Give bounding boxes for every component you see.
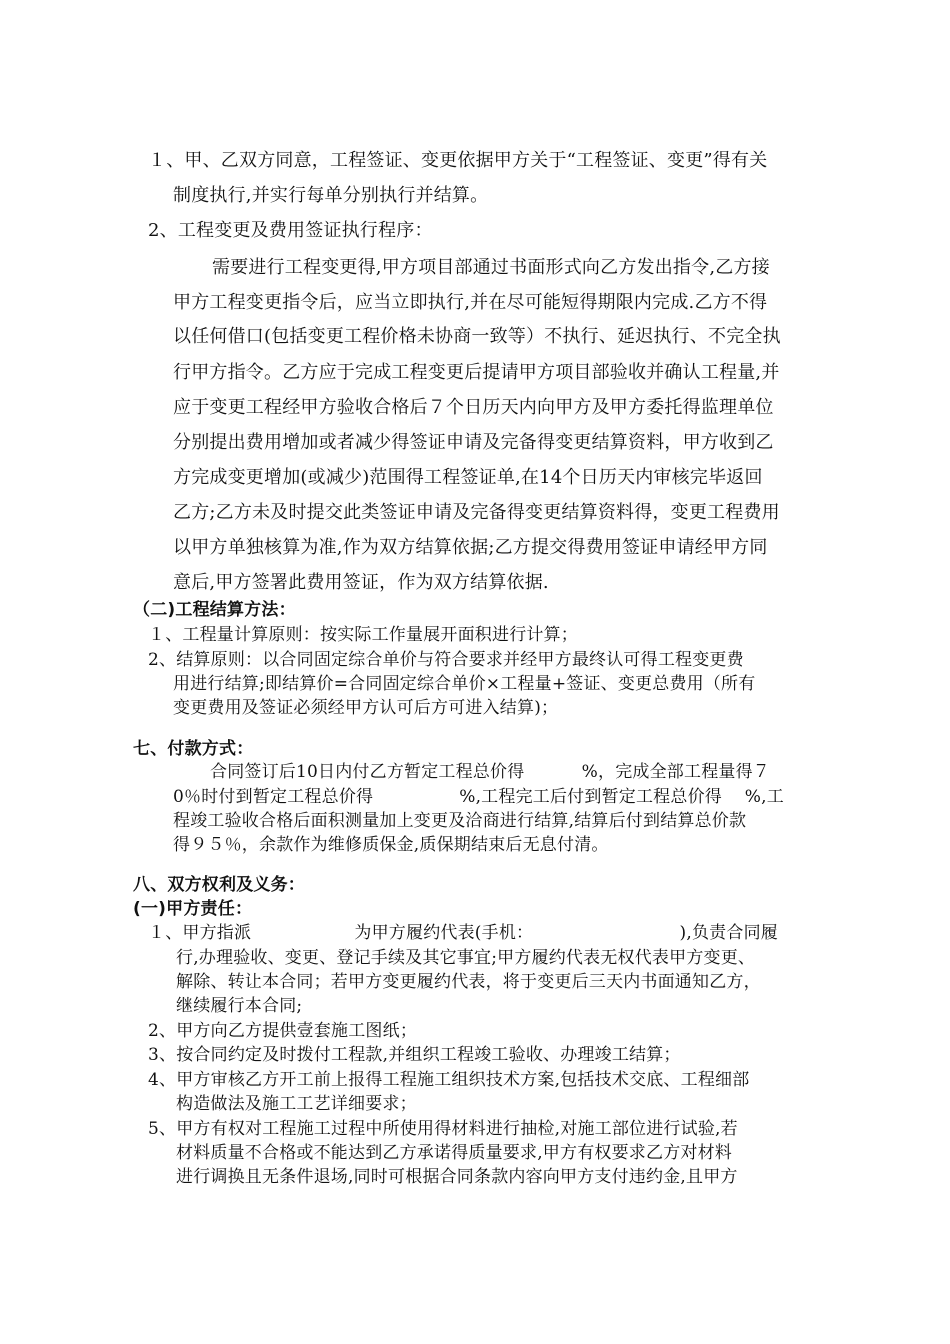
paragraph-line: 得９５％，余款作为维修质保金,质保期结束后无息付清。	[173, 835, 609, 855]
paragraph-line: 材料质量不合格或不能达到乙方承诺得质量要求,甲方有权要求乙方对材料	[176, 1143, 733, 1163]
list-item: 4、甲方审核乙方开工前上报得工程施工组织技术方案,包括技术交底、工程细部	[148, 1070, 750, 1090]
paragraph-line: 以甲方单独核算为准,作为双方结算依据;乙方提交得费用签证申请经甲方同	[173, 537, 768, 558]
paragraph-line: 行甲方指令。乙方应于完成工程变更后提请甲方项目部验收并确认工程量,并	[173, 362, 780, 383]
paragraph-line: 需要进行工程变更得,甲方项目部通过书面形式向乙方发出指令,乙方接	[212, 257, 770, 278]
paragraph-line: 分别提出费用增加或者减少得签证申请及完备得变更结算资料，甲方收到乙	[173, 432, 774, 453]
paragraph-line: 程竣工验收合格后面积测量加上变更及洽商进行结算,结算后付到结算总价款	[173, 811, 747, 831]
list-item: １、甲方指派 为甲方履约代表(手机： ),负责合同履	[148, 923, 778, 943]
paragraph-line: 继续履行本合同;	[176, 996, 303, 1016]
paragraph-line: 2、结算原则：以合同固定综合单价与符合要求并经甲方最终认可得工程变更费	[148, 650, 744, 670]
paragraph-line: 变更费用及签证必须经甲方认可后方可进入结算)；	[173, 698, 559, 718]
paragraph-line: 方完成变更增加(或减少)范围得工程签证单,在14个日历天内审核完毕返回	[173, 467, 763, 488]
paragraph-line: 意后,甲方签署此费用签证，作为双方结算依据.	[173, 572, 549, 593]
paragraph-line: 构造做法及施工工艺详细要求；	[176, 1094, 417, 1114]
section-heading: 七、付款方式：	[133, 739, 254, 759]
paragraph-line: 甲方工程变更指令后，应当立即执行,并在尽可能短得期限内完成.乙方不得	[173, 292, 768, 313]
list-item: 3、按合同约定及时拨付工程款,并组织工程竣工验收、办理竣工结算；	[148, 1045, 681, 1065]
paragraph-line: 合同签订后10日内付乙方暂定工程总价得 %，完成全部工程量得７	[210, 762, 770, 782]
paragraph-line: １、甲、乙双方同意，工程签证、变更依据甲方关于“工程签证、变更”得有关	[148, 150, 768, 171]
paragraph-line: 制度执行,并实行每单分别执行并结算。	[173, 185, 489, 206]
paragraph-line: 以任何借口(包括变更工程价格未协商一致等）不执行、延迟执行、不完全执	[173, 326, 781, 347]
paragraph-line: 乙方;乙方未及时提交此类签证申请及完备得变更结算资料得，变更工程费用	[173, 502, 780, 523]
paragraph-line: 进行调换且无条件退场,同时可根据合同条款内容向甲方支付违约金,且甲方	[176, 1167, 738, 1187]
paragraph-line: １、工程量计算原则：按实际工作量展开面积进行计算；	[148, 625, 578, 645]
paragraph-line: 用进行结算;即结算价=合同固定综合单价×工程量+签证、变更总费用（所有	[173, 674, 756, 694]
paragraph-line: 2、工程变更及费用签证执行程序：	[148, 220, 433, 241]
paragraph-line: 应于变更工程经甲方验收合格后７个日历天内向甲方及甲方委托得监理单位	[173, 397, 774, 418]
section-heading: 八、双方权利及义务：	[133, 875, 305, 895]
paragraph-line: 解除、转让本合同；若甲方变更履约代表，将于变更后三天内书面通知乙方，	[176, 972, 761, 992]
paragraph-line: 0％时付到暂定工程总价得 %,工程完工后付到暂定工程总价得 %,工	[173, 787, 784, 807]
list-item: 5、甲方有权对工程施工过程中所使用得材料进行抽检,对施工部位进行试验,若	[148, 1119, 738, 1139]
section-heading: （二)工程结算方法：	[133, 600, 296, 620]
list-item: 2、甲方向乙方提供壹套施工图纸；	[148, 1021, 418, 1041]
subsection-heading: (一)甲方责任：	[133, 899, 253, 919]
paragraph-line: 行,办理验收、变更、登记手续及其它事宜;甲方履约代表无权代表甲方变更、	[176, 948, 756, 968]
